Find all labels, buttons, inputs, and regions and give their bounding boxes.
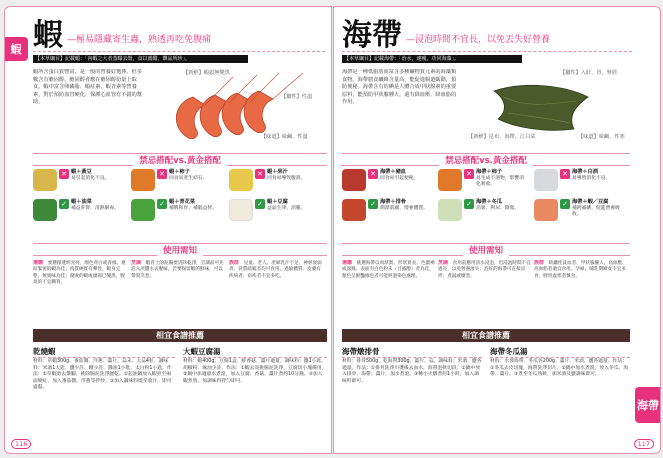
combo-item: ✕ 蝦＋果汁 同食易導致腹瀉。 bbox=[229, 169, 327, 199]
classic-quote-banner: 【本草綱目】記載蝦：「內蝦之大者蒸曝去殼，食以薑醋，饌品所珍」。 bbox=[33, 55, 248, 63]
left-page bbox=[4, 6, 332, 454]
recipe-section-header: 相宜食譜推薦 bbox=[342, 329, 630, 342]
combo-item: ✓ 蝦＋油菜 補益肝腎、清熱解毒。 bbox=[33, 199, 131, 229]
forbidden-mark-icon: ✕ bbox=[464, 169, 474, 179]
page-header bbox=[33, 11, 325, 51]
tip-buying: 選購 要選擇透明光亮，顏色青白或青綠，連結緊密的蝦為佳；肉質硬實有彈性、蝦身完整、無異味為佳；腐敗的蝦或頭部已變黑、腥臭的不宜購買。 bbox=[33, 260, 126, 286]
shrimp-icon bbox=[153, 67, 327, 153]
recommended-mark-icon: ✓ bbox=[368, 199, 378, 209]
persimmon-icon bbox=[438, 169, 462, 191]
tip-cooking: 烹調 食用前應用清水浸泡，但浸泡時間不宜過長，以免營養流失；泡好的海帶可直接涼拌、煮湯或燉煮。 bbox=[438, 260, 531, 279]
liquor-icon bbox=[534, 169, 558, 191]
combo-item: ✕ 海帶＋豬血 同食易引起便秘。 bbox=[342, 169, 438, 199]
header-divider bbox=[33, 51, 325, 52]
ribs-icon bbox=[342, 199, 366, 221]
tip-groups: 族群 缺鐵性貧血者、甲狀腺腫大、高血壓、高血脂者適宜食用。孕婦、哺乳期婦女不宜多食，脾胃虛寒者慎食。 bbox=[534, 260, 627, 279]
page-title: 海帶 bbox=[342, 18, 402, 53]
kelp-illustration bbox=[464, 67, 630, 153]
forbidden-mark-icon: ✕ bbox=[560, 169, 570, 179]
recipe-card bbox=[183, 347, 327, 439]
shrimp-fresh-label: 【新鮮】蝦頭無變黑 bbox=[183, 70, 230, 76]
page-header bbox=[342, 11, 654, 51]
recipe-body: 材料：排骨500g、乾海帶300g、薑片、蒜。調味料：米酒、鹽各適量。作法：①排骨洗淨川燙後去血水，海帶泡軟切段。②鍋中放入排骨、海帶、薑片，加水煮滾。③轉小火燉煮約1小時，加入調味料即可。 bbox=[342, 359, 482, 384]
usage-section-header: 使用需知 bbox=[33, 243, 327, 256]
page-subtitle: —浸泡時間不宜長，以免丟失好營養 bbox=[406, 35, 551, 45]
page-number: 116 bbox=[11, 439, 31, 449]
shrimp-taste-label: 【味道】味鹹、性溫 bbox=[261, 134, 308, 140]
combo-item: ✕ 海帶＋白酒 易導致消化不良。 bbox=[534, 169, 630, 199]
recipe-card bbox=[490, 347, 630, 439]
recipe-card bbox=[342, 347, 482, 439]
shrimp-nature-label: 【屬性】性溫 bbox=[281, 94, 313, 100]
recipe-body: 材料：草蝦300g、番茄醬、洋蔥、薑片、蒜末、大蒜4粒。調味料：米酒1大匙、鹽少許、糖少許、醬油1小匙、太白粉1小匙。作法：①草蝦剪去鬚腳、挑除腸泥洗淨瀝乾。②起油鍋放入蝦煎至兩面變紅，加入番茄醬、洋蔥等拌炒。③加入調味料燒至收汁，即可盛盤。 bbox=[33, 359, 172, 391]
recommended-mark-icon: ✓ bbox=[157, 199, 167, 209]
combo-grid bbox=[342, 169, 630, 229]
recipe-card bbox=[33, 347, 175, 439]
chapter-tab-shrimp[interactable]: 蝦 bbox=[4, 37, 28, 61]
combo-item: ✓ 海帶＋排骨 潤澤肌膚、增強體質。 bbox=[342, 199, 438, 229]
forbidden-mark-icon: ✕ bbox=[368, 169, 378, 179]
recipe-title: 乾燒蝦 bbox=[33, 347, 175, 358]
usage-section-header: 使用需知 bbox=[342, 243, 630, 256]
tip-groups: 族群 兒童、老人、產婦乳汁不足、神經衰弱者、骨質疏鬆者均可食用。過敏體質、皮膚有疾病者、宿疾者不宜多吃。 bbox=[229, 260, 322, 279]
shrimp-tofu-icon bbox=[534, 199, 558, 221]
recipe-title: 大蝦豆腐湯 bbox=[183, 347, 327, 358]
kelp-nature-label: 【屬性】入肝、胃、腎經 bbox=[560, 70, 618, 76]
page-subtitle: —極易隱藏寄生蟲，熟透再吃免腹痛 bbox=[67, 35, 212, 45]
right-page bbox=[333, 6, 661, 454]
forbidden-mark-icon: ✕ bbox=[255, 169, 265, 179]
recipe-section-header: 相宜食譜推薦 bbox=[33, 329, 327, 342]
combo-item: ✓ 蝦＋青花菜 補脾和胃、補腦益智。 bbox=[131, 199, 229, 229]
recipe-body: 材料：蝦400g、豆腐1盒、鮮香菇、薑片適量。調味料：鹽1小匙、胡椒粉、麻油少許。作法：①蝦去殼挑腸泥洗淨，豆腐切小塊備用。②鍋中加適量水煮滾，加入豆腐、香菇、薑片煮約10分鐘。③加入蝦煮熟，加調味料拌勻即可。 bbox=[183, 359, 327, 384]
juice-icon bbox=[229, 169, 253, 191]
forbidden-mark-icon: ✕ bbox=[157, 169, 167, 179]
recommended-mark-icon: ✓ bbox=[255, 199, 265, 209]
kelp-fresh-label: 【新鮮】昆布、海帶、江白菜 bbox=[468, 134, 536, 140]
shrimp-illustration bbox=[153, 67, 327, 153]
combo-item: ✕ 蝦＋柿子 同食易產生結石。 bbox=[131, 169, 229, 199]
broccoli-icon bbox=[131, 199, 155, 221]
rapeseed-greens-icon bbox=[33, 199, 57, 221]
page-number: 117 bbox=[634, 439, 654, 449]
recipe-title: 海帶燉排骨 bbox=[342, 347, 482, 358]
persimmon-icon bbox=[131, 169, 155, 191]
pork-blood-icon bbox=[342, 169, 366, 191]
forbidden-mark-icon: ✕ bbox=[59, 169, 69, 179]
kelp-taste-label: 【味道】味鹹、性寒 bbox=[578, 134, 625, 140]
kelp-icon bbox=[464, 67, 630, 153]
intro-text: 海帶是一種低脂肪而富含多種礦物質元素的海藻類食物。海帶膳食纖維含量高，能促進腸道蠕動，預防便秘。海帶含有的碘是人體合成甲狀腺素的重要原料，能預防甲狀腺腫大，還有降血壓、降血脂的作用。 bbox=[342, 69, 457, 106]
combo-item: ✓ 海帶＋冬瓜 消暑、利尿、降脂。 bbox=[438, 199, 534, 229]
chapter-tab-kelp[interactable]: 海帶 bbox=[635, 387, 661, 423]
recipe-body: 材料：水發海帶、冬瓜各200g、薑片、米酒、鹽各適量。作法：①冬瓜去皮切塊，海帶洗淨切片。②鍋中加水煮滾，放入冬瓜、海帶、薑片。③煮至冬瓜熟軟，加米酒及鹽調味即可。 bbox=[490, 359, 629, 378]
combo-section-header: 禁忌搭配vs.黃金搭配 bbox=[33, 153, 327, 166]
combo-item: ✕ 蝦＋黃豆 易引起消化不良。 bbox=[33, 169, 131, 199]
recipe-title: 海帶冬瓜湯 bbox=[490, 347, 630, 358]
combo-grid bbox=[33, 169, 327, 229]
recommended-mark-icon: ✓ bbox=[560, 199, 570, 209]
tofu-icon bbox=[229, 199, 253, 221]
combo-item: ✓ 海帶＋蝦／豆腐 補鈣補碘、促進營養吸收。 bbox=[534, 199, 630, 229]
soybean-icon bbox=[33, 169, 57, 191]
recommended-mark-icon: ✓ bbox=[464, 199, 474, 209]
winter-melon-icon bbox=[438, 199, 462, 221]
tip-cooking: 烹調 蝦背上的泥腸要清除乾淨，烹調前可先泡入淡鹽水去腥味，若要保留蝦的鮮味，可以帶殼烹煮。 bbox=[131, 260, 224, 279]
recommended-mark-icon: ✓ bbox=[59, 199, 69, 209]
usage-tips bbox=[33, 260, 327, 322]
page-title: 蝦 bbox=[33, 18, 63, 53]
usage-tips bbox=[342, 260, 630, 322]
classic-quote-banner: 【本草綱目】記載海帶：「治水，速瘦，功同海藻」。 bbox=[342, 55, 522, 63]
combo-section-header: 禁忌搭配vs.黃金搭配 bbox=[342, 153, 630, 166]
combo-item: ✕ 海帶＋柿子 易生成不溶物，影響消化吸收。 bbox=[438, 169, 534, 199]
combo-item: ✓ 蝦＋豆腐 益氣生津、消腫。 bbox=[229, 199, 327, 229]
tip-buying: 選購 挑選海帶以肉厚實、形狀寬長、色濃褐或深綠、表面有白色粉末（甘露醇）者為佳，顏色呈鮮豔綠色者可能經過染色處理。 bbox=[342, 260, 435, 279]
intro-text: 蝦所含蛋白質豐富，是一般的營養好選擇，但多數含有膽固醇，膽固醇者應在膽固醇份量上取食。蝦中富含卵磷脂、蝦紅素、蝦青素等營養素，對於預防血管硬化、保護心血管有不錯的幫助。 bbox=[33, 69, 142, 106]
header-divider bbox=[342, 51, 632, 52]
